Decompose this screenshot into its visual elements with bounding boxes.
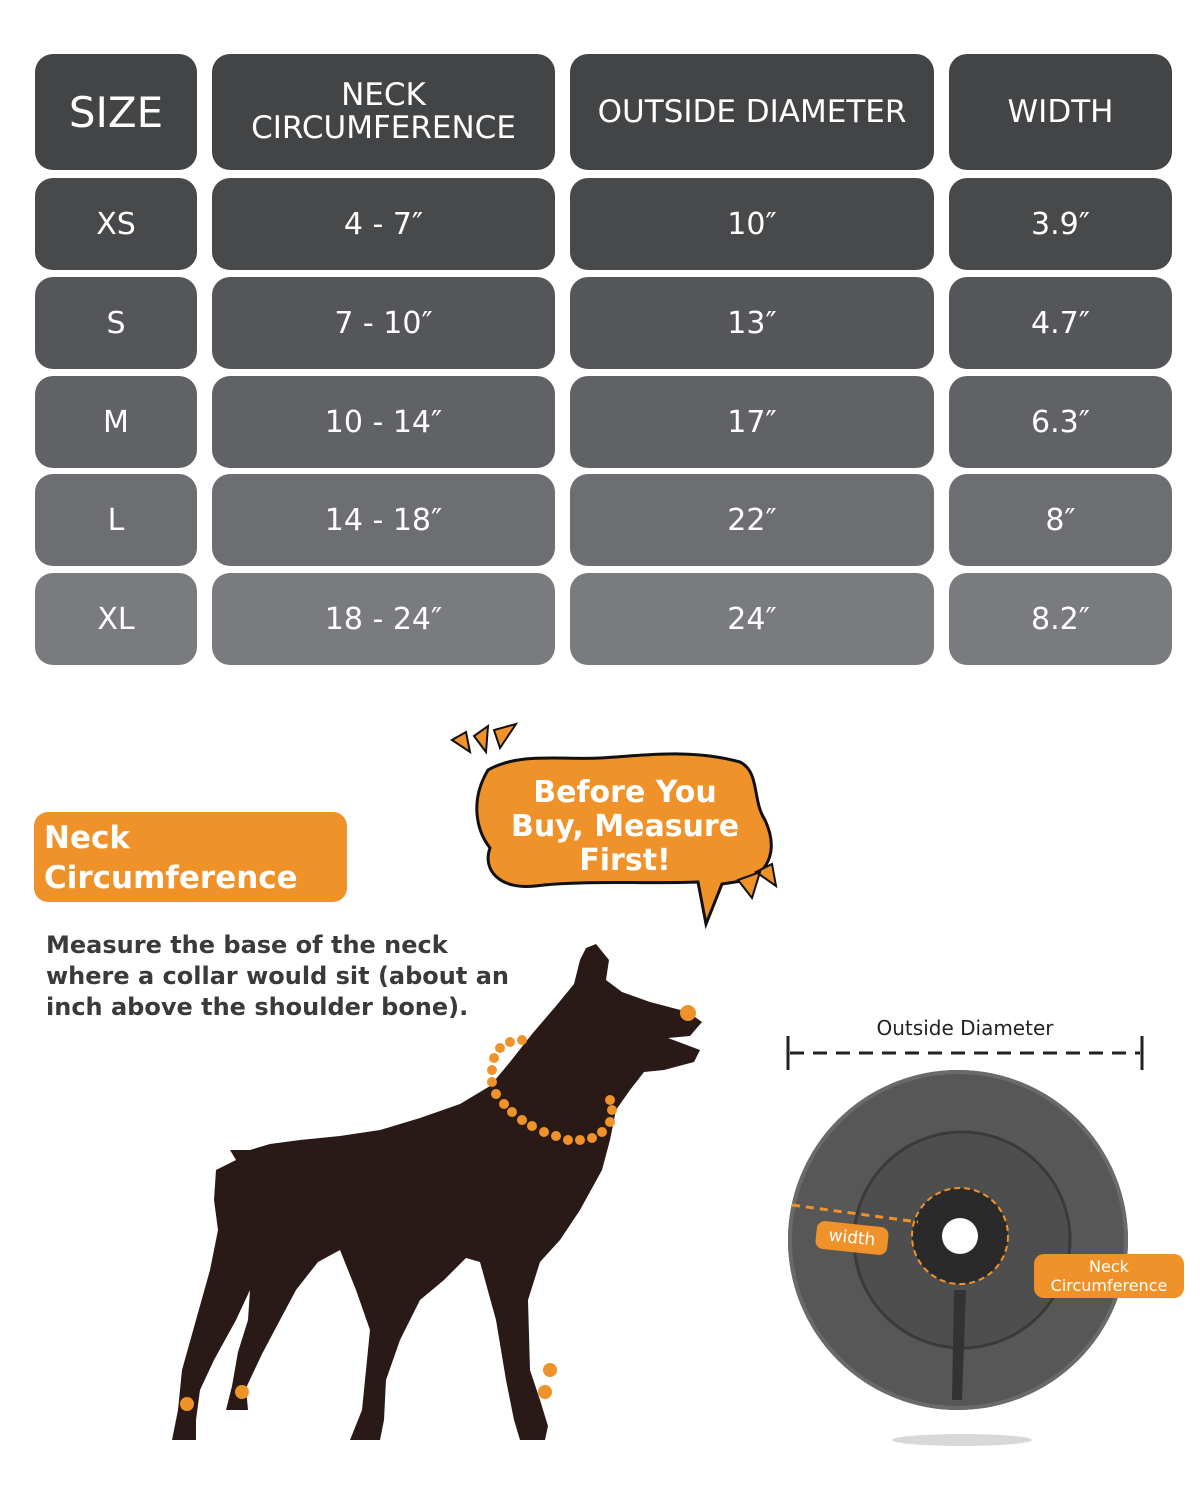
row-xs-neck: 4 - 7″ xyxy=(212,178,555,270)
neck-label-line-2: Circumference xyxy=(44,860,298,896)
row-m-neck: 10 - 14″ xyxy=(212,376,555,468)
neck-label-line-1: Neck xyxy=(44,820,130,856)
row-m-width: 6.3″ xyxy=(949,376,1172,468)
row-l-width: 8″ xyxy=(949,474,1172,566)
bubble-line-3: First! xyxy=(579,843,671,878)
collar-neck-circumference-tag xyxy=(1034,1254,1184,1298)
bubble-line-1: Before You xyxy=(533,775,717,810)
row-xl-width: 8.2″ xyxy=(949,573,1172,665)
row-s-size: S xyxy=(35,277,197,369)
row-xs-diameter: 10″ xyxy=(570,178,934,270)
header-size: SIZE xyxy=(35,54,197,170)
row-xs-size: XS xyxy=(35,178,197,270)
measure-instructions: Measure the base of the neck where a collar would sit (about an inch above the shoulder bone). xyxy=(46,931,509,1021)
width-tag: width xyxy=(815,1220,890,1255)
row-xl-diameter: 24″ xyxy=(570,573,934,665)
bubble-text xyxy=(500,776,750,878)
row-l-neck: 14 - 18″ xyxy=(212,474,555,566)
outside-diameter-line xyxy=(788,1036,1142,1070)
row-xs-width: 3.9″ xyxy=(949,178,1172,270)
header-neck-circumference-text: NECK CIRCUMFERENCE xyxy=(251,77,516,146)
collar-neck-line-2: Circumference xyxy=(1050,1276,1168,1295)
row-s-width: 4.7″ xyxy=(949,277,1172,369)
row-l-size: L xyxy=(35,474,197,566)
row-s-diameter: 13″ xyxy=(570,277,934,369)
row-l-diameter: 22″ xyxy=(570,474,934,566)
row-xl-neck: 18 - 24″ xyxy=(212,573,555,665)
outside-diameter-label: Outside Diameter xyxy=(876,1016,1054,1040)
row-m-diameter: 17″ xyxy=(570,376,934,468)
row-xl-size: XL xyxy=(35,573,197,665)
row-m-size: M xyxy=(35,376,197,468)
row-s-neck: 7 - 10″ xyxy=(212,277,555,369)
neck-circumference-label xyxy=(34,812,347,902)
collar-neck-line-1: Neck xyxy=(1089,1257,1129,1276)
header-width: WIDTH xyxy=(949,54,1172,170)
header-outside-diameter: OUTSIDE DIAMETER xyxy=(570,54,934,170)
bubble-line-2: Buy, Measure xyxy=(510,809,740,844)
